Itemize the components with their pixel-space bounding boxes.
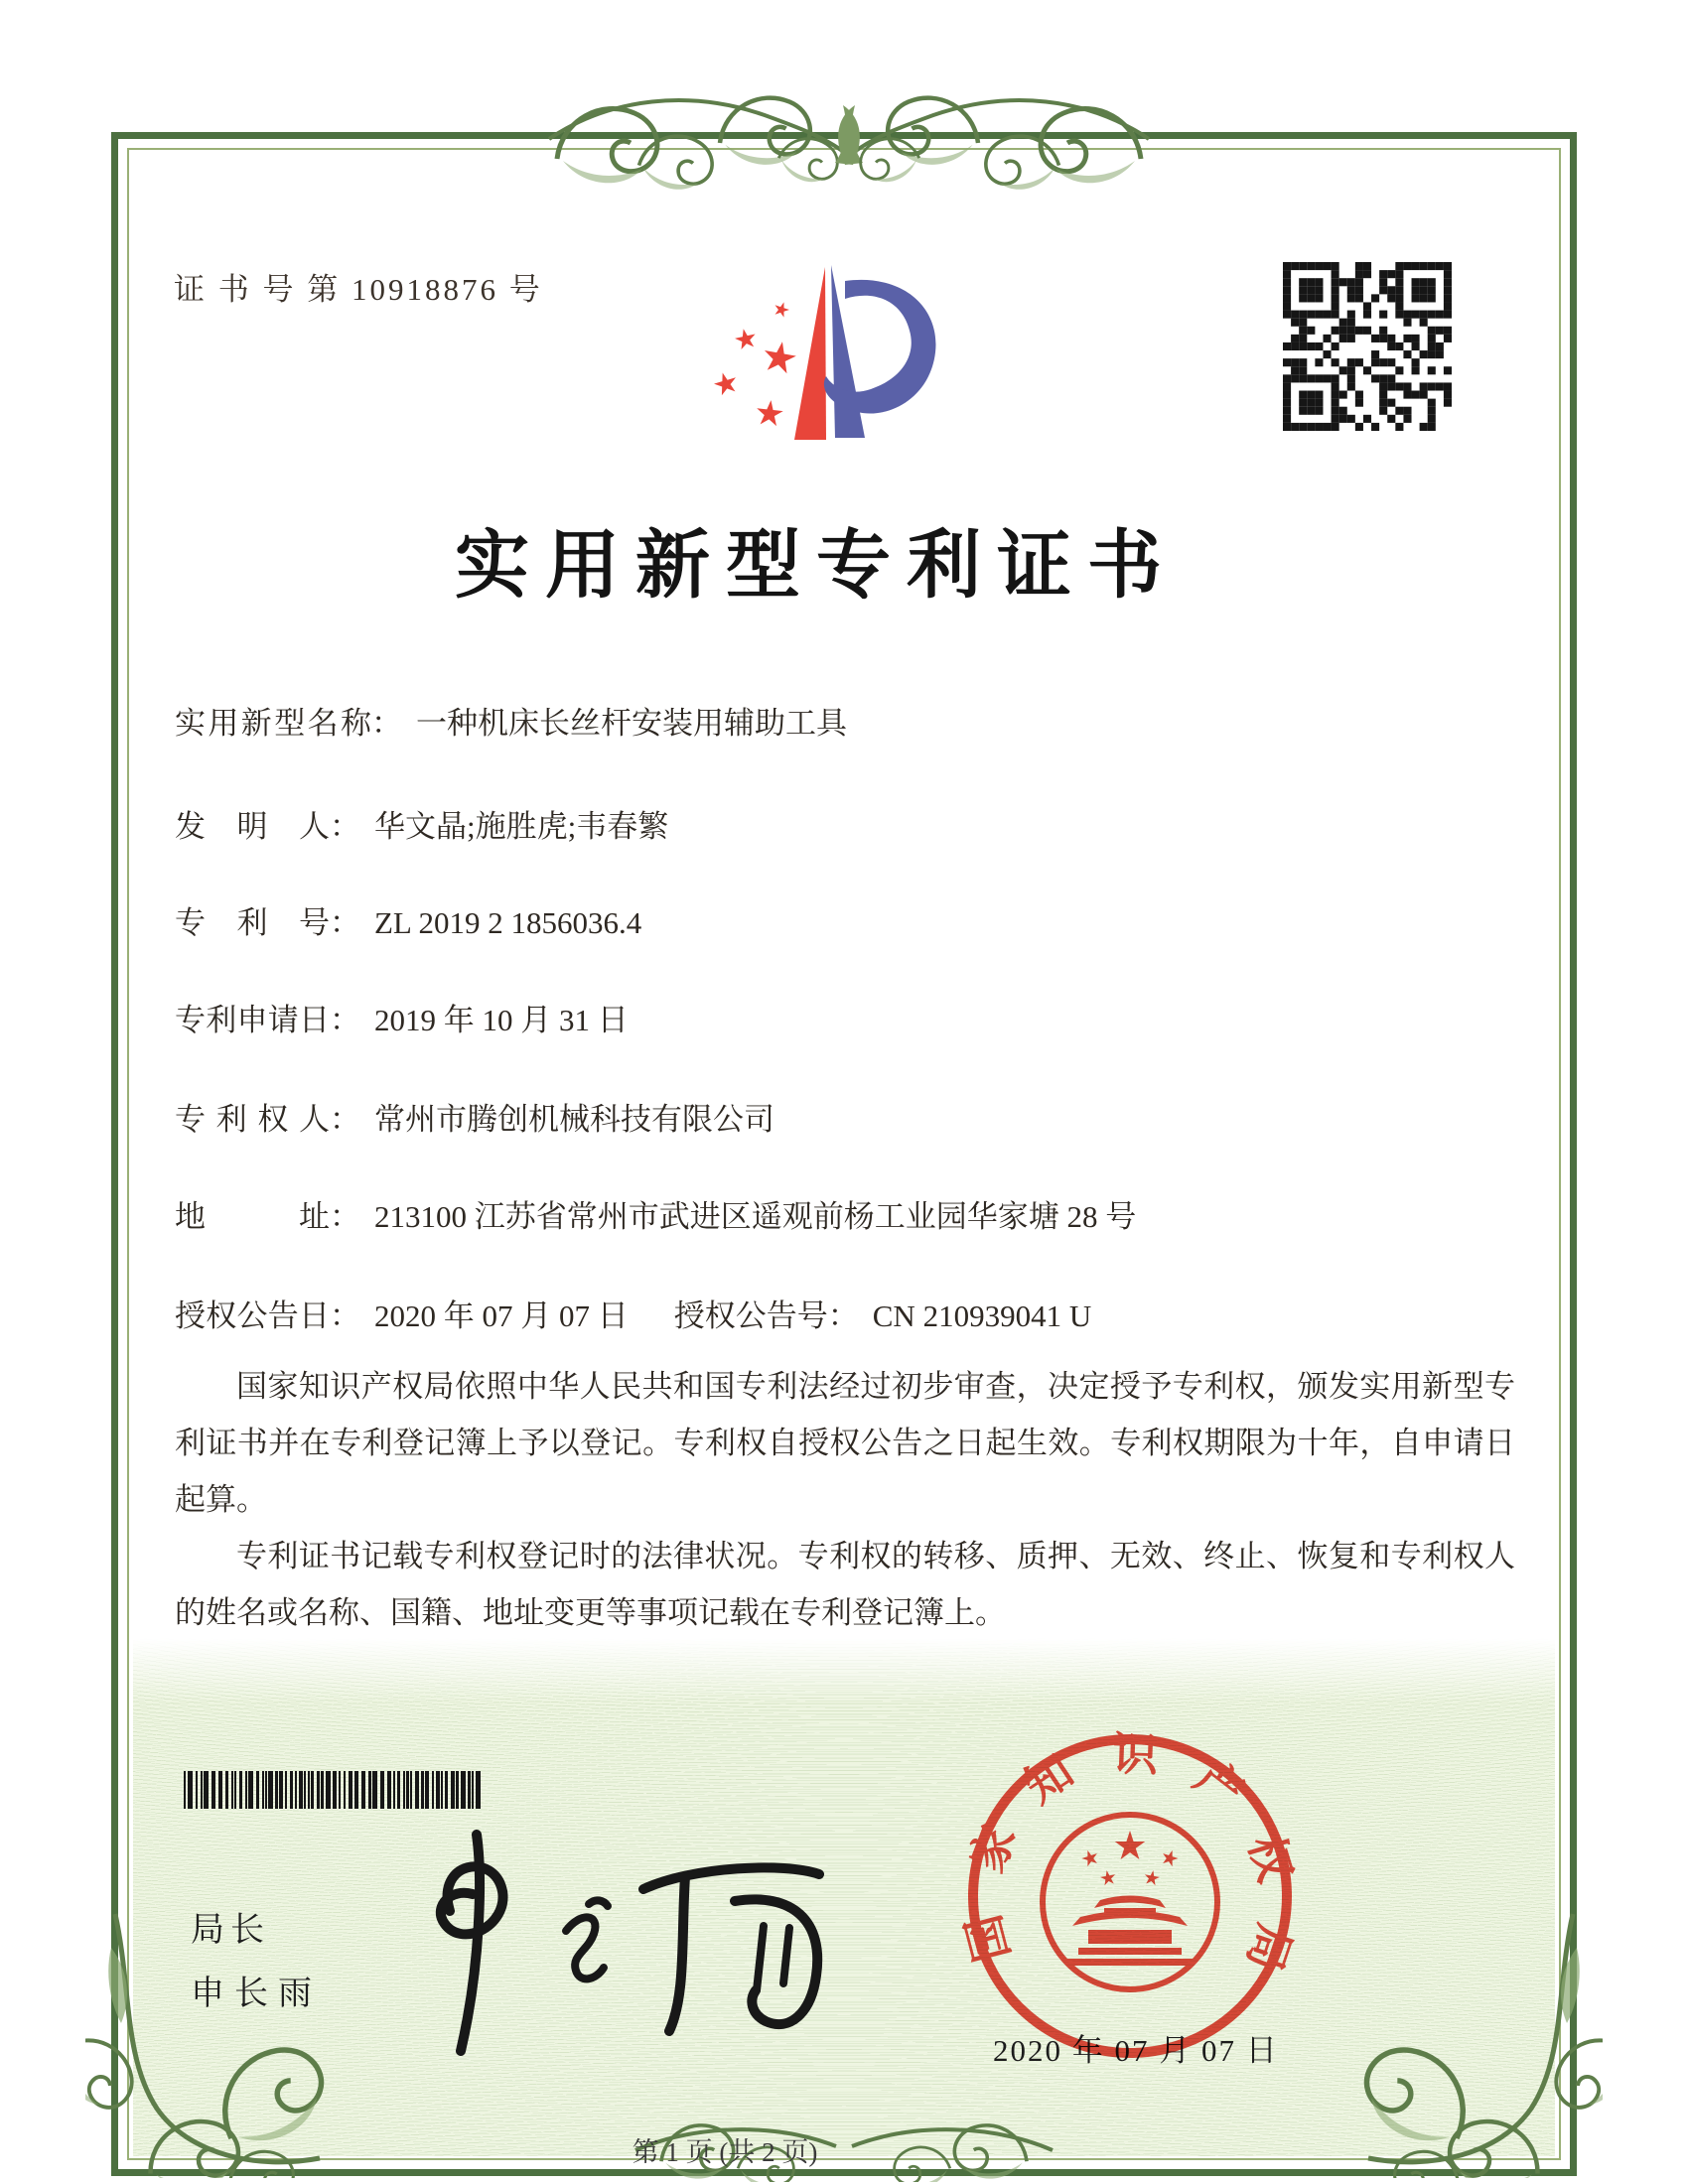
top-flourish-ornament [541, 75, 1157, 197]
field-value: 213100 江苏省常州市武进区遥观前杨工业园华家塘 28 号 [374, 1199, 1137, 1234]
field-patentee [175, 1094, 774, 1139]
field-value: 2019 年 10 月 31 日 [374, 1003, 629, 1037]
field-colon: ： [330, 1199, 360, 1234]
cnipa-seal [955, 1721, 1305, 2071]
field-value: ZL 2019 2 1856036.4 [374, 905, 642, 940]
legal-paragraph-2: 专利证书记载专利权登记时的法律状况。专利权的转移、质押、无效、终止、恢复和专利权人的姓名或名称、国籍、地址变更等事项记载在专利登记簿上。 [175, 1539, 1515, 1630]
certificate-number: 证 书 号 第 10918876 号 [174, 272, 543, 307]
field-colon: ： [330, 905, 360, 940]
field-colon: ： [371, 706, 402, 741]
field-colon: ： [330, 1003, 360, 1037]
barcode [184, 1771, 484, 1809]
field-label: 发明人 [175, 809, 330, 844]
legal-paragraphs [175, 1358, 1515, 1641]
director-signature [365, 1817, 844, 2057]
seal-text: 国家知识产权局 [957, 1728, 1302, 1979]
page-footer: 第 1 页 (共 2 页) [632, 2137, 818, 2167]
field-address [175, 1191, 1136, 1236]
field-patent-number [175, 897, 641, 942]
director-name: 申长雨 [191, 1976, 322, 2012]
guilloche-background [133, 1638, 1555, 2156]
field-value: 华文晶;施胜虎;韦春繁 [374, 809, 669, 844]
field-label: 专利申请日 [175, 1003, 330, 1037]
director-title: 局长 [191, 1912, 270, 1949]
field-colon: ： [330, 1102, 360, 1137]
field-grant-date: 授权公告日： 2020 年 07 月 07 日 [175, 1298, 629, 1333]
field-label: 地址 [175, 1199, 330, 1234]
field-grant-number: 授权公告号： CN 210939041 U [673, 1298, 1092, 1333]
field-label: 专利号 [175, 905, 330, 940]
cnipa-logo-icon [680, 241, 943, 445]
field-inventors [175, 801, 668, 846]
qr-code [1283, 262, 1452, 431]
field-label: 专利权人 [175, 1102, 330, 1137]
field-label: 实用新型名称 [175, 706, 371, 741]
field-value: 常州市腾创机械科技有限公司 [374, 1102, 774, 1137]
field-grant-line [175, 1291, 1091, 1335]
field-colon: ： [330, 809, 360, 844]
field-value: 一种机床长丝杆安装用辅助工具 [416, 706, 847, 741]
legal-paragraph-1: 国家知识产权局依照中华人民共和国专利法经过初步审查，决定授予专利权，颁发实用新型专利证书并在专利登记簿上予以登记。专利权自授权公告之日起生效。专利权期限为十年，自申请日起算。 [175, 1369, 1515, 1517]
field-utility-model-name [175, 698, 847, 743]
bottom-right-flourish-ornament [1354, 1908, 1603, 2178]
page-title: 实用新型专利证书 [454, 525, 1178, 608]
national-emblem-icon [1043, 1815, 1217, 1989]
seal-date: 2020 年 07 月 07 日 [993, 2033, 1279, 2068]
field-filing-date [175, 995, 629, 1039]
